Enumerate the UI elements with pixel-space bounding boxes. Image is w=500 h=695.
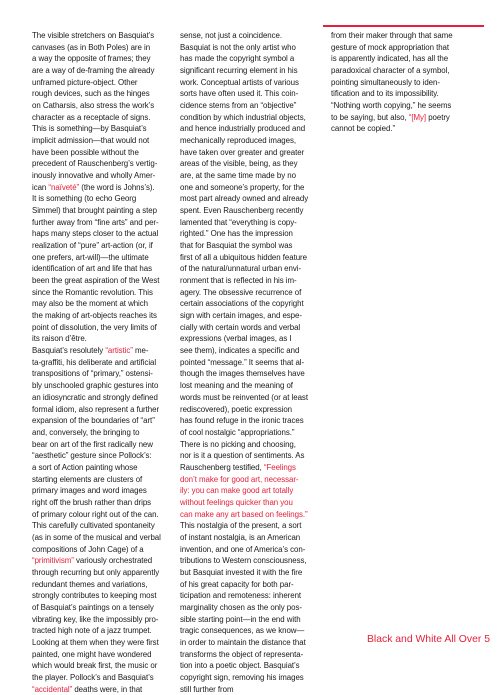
- text-line: [180, 112, 328, 124]
- text-run: certain associations of the copyright: [180, 299, 304, 309]
- text-line: [180, 228, 328, 240]
- text-run: Rauschenberg testified,: [180, 462, 264, 472]
- text-line: [32, 147, 177, 159]
- text-run: expansion of the boundaries of “art”: [32, 416, 155, 426]
- text-run: cidence stems from an “objective”: [180, 101, 297, 111]
- text-line: [32, 450, 177, 462]
- text-line: [32, 380, 177, 392]
- text-line: [180, 684, 328, 695]
- top-accent-rule: [323, 25, 484, 27]
- text-run: compositions of John Cage) of a: [32, 544, 144, 554]
- text-run: painted, one might have wondered: [32, 649, 152, 659]
- text-line: [32, 660, 177, 672]
- text-line: [180, 240, 328, 252]
- highlighted-quote: “[My]: [408, 112, 427, 122]
- text-line: [32, 193, 177, 205]
- text-run: Looking at them when they were first: [32, 637, 159, 647]
- text-line: [32, 205, 177, 217]
- text-run: bly unschooled graphic gestures into: [32, 381, 159, 391]
- text-run: a way the opposite of frames; they: [32, 54, 151, 64]
- text-run: and, conversely, the bringing to: [32, 427, 140, 437]
- text-line: [32, 88, 177, 100]
- text-line: [180, 672, 328, 684]
- text-run: gesture of mock appropriation that: [331, 42, 450, 52]
- text-line: [180, 602, 328, 614]
- text-line: [180, 509, 328, 521]
- text-run: are, at the same time made by no: [180, 171, 296, 181]
- text-run: cannot be copied.”: [331, 124, 396, 134]
- highlighted-quote: “accidental”: [32, 684, 73, 694]
- text-line: [32, 345, 177, 357]
- highlighted-quote: ily: you can make good art totally: [180, 486, 294, 496]
- text-run: the player. Pollock’s and Basquiat’s: [32, 672, 154, 682]
- text-run: ticipation and remoteness: inherent: [180, 591, 302, 601]
- text-line: [32, 497, 177, 509]
- text-run: one and someone’s property, for the: [180, 182, 305, 192]
- text-line: [32, 275, 177, 287]
- text-run: righted.” One has the impression: [180, 229, 293, 239]
- text-run: mechanically reproduced images,: [180, 136, 296, 146]
- text-line: [32, 392, 177, 404]
- text-line: [32, 287, 177, 299]
- text-line: [180, 427, 328, 439]
- highlighted-quote: “artistic”: [105, 346, 133, 356]
- text-line: [32, 602, 177, 614]
- text-line: [180, 147, 328, 159]
- text-line: [32, 263, 177, 275]
- text-run: but Basquiat invested it with the fire: [180, 567, 303, 577]
- text-run: There is no picking and choosing,: [180, 439, 296, 449]
- text-line: [32, 77, 177, 89]
- text-run: an idiosyncratic and strongly defined: [32, 392, 158, 402]
- text-run: This is something—by Basquiat’s: [32, 124, 147, 134]
- text-line: [180, 123, 328, 135]
- text-run: has made the copyright symbol a: [180, 54, 295, 64]
- text-line: [331, 123, 479, 135]
- text-run: me-: [132, 346, 149, 356]
- text-run: of Basquiat’s paintings on a tensely: [32, 602, 154, 612]
- text-run: sign with certain images, and espe-: [180, 311, 302, 321]
- text-line: [32, 322, 177, 334]
- text-line: [32, 53, 177, 65]
- text-line: [180, 462, 328, 474]
- text-run: This carefully cultivated spontaneity: [32, 521, 155, 531]
- text-run: pointing simultaneously to iden-: [331, 77, 440, 87]
- text-run: of his great capacity for both par-: [180, 579, 294, 589]
- text-line: [180, 30, 328, 42]
- text-run: primary images and word images: [32, 486, 147, 496]
- text-line: [32, 637, 177, 649]
- text-run: haps many steps closer to the actual: [32, 229, 159, 239]
- text-run: expressions (verbal images, as I: [180, 334, 292, 344]
- text-line: [32, 30, 177, 42]
- text-line: [331, 112, 479, 124]
- text-line: [32, 590, 177, 602]
- text-line: [32, 509, 177, 521]
- text-run: copyright sign, removing his images: [180, 672, 304, 682]
- text-line: [32, 439, 177, 451]
- text-line: [331, 42, 479, 54]
- text-line: [32, 333, 177, 345]
- text-line: [180, 368, 328, 380]
- highlighted-quote: “naïveté”: [48, 182, 80, 192]
- text-run: through recurring but only apparently: [32, 567, 160, 577]
- text-run: may also be the moment at which: [32, 299, 148, 309]
- text-line: [180, 532, 328, 544]
- text-run: Basquiat is not the only artist who: [180, 42, 296, 52]
- text-line: [180, 544, 328, 556]
- text-run: inously innovative and wholly Amer-: [32, 171, 156, 181]
- text-line: [32, 555, 177, 567]
- text-run: has found refuge in the ironic traces: [180, 416, 304, 426]
- text-run: starting elements are clusters of: [32, 474, 143, 484]
- text-run: been the great aspiration of the West: [32, 276, 160, 286]
- text-line: [32, 485, 177, 497]
- text-line: [32, 567, 177, 579]
- text-line: [180, 42, 328, 54]
- text-line: [32, 579, 177, 591]
- text-run: spent. Even Rauschenberg recently: [180, 206, 304, 216]
- text-line: [180, 275, 328, 287]
- text-run: work. Conceptual artists of various: [180, 77, 299, 87]
- highlighted-quote: “Feelings: [263, 462, 296, 472]
- text-run: agery. The obsessive recurrence of: [180, 287, 302, 297]
- text-line: [180, 415, 328, 427]
- text-run: (as in some of the musical and verbal: [32, 532, 161, 542]
- text-line: [331, 65, 479, 77]
- text-line: [32, 532, 177, 544]
- text-run: which would break first, the music or: [32, 661, 158, 671]
- text-line: [32, 298, 177, 310]
- text-run: though the images themselves have: [180, 369, 305, 379]
- text-line: [180, 392, 328, 404]
- text-run: invention, and one of America’s con-: [180, 544, 306, 554]
- text-line: [180, 439, 328, 451]
- text-run: tragic consequences, as we know—: [180, 626, 305, 636]
- text-line: [32, 310, 177, 322]
- text-run: condition by which industrial objects,: [180, 112, 306, 122]
- text-line: [180, 263, 328, 275]
- text-line: [180, 404, 328, 416]
- text-run: realization of “pure” art-action (or, if: [32, 241, 153, 251]
- text-run: of instant nostalgia, is an American: [180, 532, 301, 542]
- text-line: [32, 544, 177, 556]
- text-run: point of dissolution, the very limits of: [32, 322, 157, 332]
- text-run: further away from “fine arts” and per-: [32, 217, 159, 227]
- text-run: strongly contributes to keeping most: [32, 591, 157, 601]
- text-line: [180, 485, 328, 497]
- text-line: [180, 660, 328, 672]
- text-run: since the Romantic revolution. This: [32, 287, 153, 297]
- text-run: still further from: [180, 684, 234, 694]
- text-line: [32, 520, 177, 532]
- text-run: (the word is Johns’s).: [79, 182, 155, 192]
- text-run: from their maker through that same: [331, 31, 453, 40]
- highlighted-quote: don’t make for good art, necessar-: [180, 474, 299, 484]
- text-line: [180, 135, 328, 147]
- text-column-2: [180, 30, 328, 695]
- text-line: [331, 77, 479, 89]
- text-line: [32, 404, 177, 416]
- text-run: tification and to its impossibility.: [331, 89, 439, 99]
- text-line: [32, 614, 177, 626]
- text-line: [180, 170, 328, 182]
- text-run: “aesthetic” gesture since Pollock’s:: [32, 451, 152, 461]
- text-run: areas of the visible, being, as they: [180, 159, 298, 169]
- text-line: [180, 88, 328, 100]
- text-line: [180, 77, 328, 89]
- text-run: transforms the object of representa-: [180, 649, 304, 659]
- text-run: deaths were, in that: [72, 684, 143, 694]
- text-line: [180, 474, 328, 486]
- text-line: [32, 112, 177, 124]
- text-line: [32, 100, 177, 112]
- text-run: most part already owned and already: [180, 194, 309, 204]
- text-run: ican: [32, 182, 49, 192]
- text-line: [331, 53, 479, 65]
- text-line: [180, 555, 328, 567]
- text-run: sible starting point—in the end with: [180, 614, 301, 624]
- text-column-3: [331, 30, 479, 135]
- text-run: have been possible without the: [32, 147, 139, 157]
- text-line: [32, 42, 177, 54]
- text-line: [180, 357, 328, 369]
- text-line: [32, 65, 177, 77]
- text-run: of cool nostalgic “appropriations.”: [180, 427, 295, 437]
- text-run: paradoxical character of a symbol,: [331, 66, 450, 76]
- text-line: [331, 88, 479, 100]
- text-run: bear on art of the first radically new: [32, 439, 153, 449]
- text-run: in order to maintain the distance that: [180, 637, 306, 647]
- page-footer: Black and White All Over 5: [366, 634, 490, 645]
- text-line: [32, 415, 177, 427]
- text-line: [180, 100, 328, 112]
- text-line: [180, 345, 328, 357]
- text-line: [180, 579, 328, 591]
- text-run: rediscovered), poetic expression: [180, 404, 292, 414]
- text-line: [180, 322, 328, 334]
- text-run: sorts have often used it. This coin-: [180, 89, 299, 99]
- text-run: Basquiat’s resolutely: [32, 346, 106, 356]
- text-run: redundant themes and variations,: [32, 579, 148, 589]
- text-line: [180, 590, 328, 602]
- text-line: [180, 450, 328, 462]
- text-run: transpositions of “primary,” ostensi-: [32, 369, 153, 379]
- text-line: [32, 217, 177, 229]
- text-run: variously orchestrated: [73, 556, 153, 566]
- text-run: the making of art-objects reaches its: [32, 311, 157, 321]
- text-run: The visible stretchers on Basquiat’s: [32, 31, 155, 40]
- text-run: to be saying, but also,: [331, 112, 409, 122]
- text-line: [180, 53, 328, 65]
- highlighted-quote: “primitivism”: [32, 556, 74, 566]
- text-line: [180, 497, 328, 509]
- text-line: [32, 357, 177, 369]
- text-run: It is something (to echo Georg: [32, 194, 137, 204]
- text-run: implicit admission—that would not: [32, 136, 150, 146]
- text-run: unframed picture-object. Other: [32, 77, 138, 87]
- text-line: [180, 287, 328, 299]
- text-line: [180, 380, 328, 392]
- text-line: [180, 520, 328, 532]
- text-run: on Catharsis, also stress the work’s: [32, 101, 155, 111]
- text-run: nor is it a question of sentiments. As: [180, 451, 305, 461]
- text-run: its raison d’être.: [32, 334, 87, 344]
- text-line: [180, 333, 328, 345]
- highlighted-quote: can make any art based on feelings.”: [180, 509, 308, 519]
- text-run: words must be reinvented (or at least: [180, 392, 308, 402]
- text-line: [32, 649, 177, 661]
- text-line: [180, 625, 328, 637]
- text-run: “Nothing worth copying,” he seems: [331, 101, 452, 111]
- text-line: [32, 123, 177, 135]
- text-line: [32, 135, 177, 147]
- text-run: precedent of Rauschenberg’s vertig-: [32, 159, 158, 169]
- text-line: [32, 427, 177, 439]
- text-run: is apparently indicated, has all the: [331, 54, 449, 64]
- text-line: [180, 193, 328, 205]
- text-line: [180, 65, 328, 77]
- text-line: [180, 310, 328, 322]
- text-run: lost meaning and the meaning of: [180, 381, 293, 391]
- text-run: significant recurring element in his: [180, 66, 298, 76]
- text-run: This nostalgia of the present, a sort: [180, 521, 302, 531]
- text-run: ronment that is reflected in his im-: [180, 276, 297, 286]
- text-run: vibrating key, like the impossibly pro-: [32, 614, 159, 624]
- text-line: [180, 252, 328, 264]
- text-run: lamented that “everything is copy-: [180, 217, 297, 227]
- text-line: [32, 462, 177, 474]
- text-line: [180, 298, 328, 310]
- text-line: [32, 228, 177, 240]
- text-run: identification of art and life that has: [32, 264, 152, 274]
- text-run: ta-graffiti, his deliberate and artificial: [32, 357, 157, 367]
- text-run: see them), indicates a specific and: [180, 346, 300, 356]
- text-run: character as a receptacle of signs.: [32, 112, 151, 122]
- text-line: [32, 158, 177, 170]
- text-line: [331, 30, 479, 42]
- text-run: formal idiom, also represent a further: [32, 404, 160, 414]
- text-line: [180, 637, 328, 649]
- text-run: marginality chosen as the only pos-: [180, 602, 302, 612]
- text-run: of the natural/unnatural urban envi-: [180, 264, 302, 274]
- text-line: [32, 625, 177, 637]
- text-run: are a way of de-framing the already: [32, 66, 155, 76]
- text-run: Simmel) that brought painting a step: [32, 206, 157, 216]
- text-run: poetry: [426, 112, 450, 122]
- text-run: right off the brush rather than drips: [32, 497, 152, 507]
- text-line: [32, 684, 177, 695]
- text-line: [180, 567, 328, 579]
- text-run: canvases (as in Both Poles) are in: [32, 42, 151, 52]
- text-run: one prefers, art-will)—the ultimate: [32, 252, 149, 262]
- text-line: [180, 649, 328, 661]
- text-line: [32, 672, 177, 684]
- text-run: that for Basquiat the symbol was: [180, 241, 293, 251]
- text-line: [180, 217, 328, 229]
- text-run: first of all a ubiquitous hidden feature: [180, 252, 307, 262]
- text-column-1: [32, 30, 177, 695]
- text-line: [180, 182, 328, 194]
- text-line: [32, 182, 177, 194]
- text-line: [180, 158, 328, 170]
- text-line: [32, 240, 177, 252]
- text-line: [32, 252, 177, 264]
- text-run: tributions to Western consciousness,: [180, 556, 307, 566]
- text-line: [32, 474, 177, 486]
- text-run: tion into a poetic object. Basquiat’s: [180, 661, 300, 671]
- text-line: [32, 170, 177, 182]
- text-line: [180, 614, 328, 626]
- text-run: a sort of Action painting whose: [32, 462, 138, 472]
- text-run: sense, not just a coincidence.: [180, 31, 283, 40]
- text-run: and hence industrially produced and: [180, 124, 306, 134]
- text-run: rough devices, such as the hinges: [32, 89, 150, 99]
- text-line: [32, 368, 177, 380]
- text-run: cially with certain words and verbal: [180, 322, 301, 332]
- highlighted-quote: without feelings quicker than you: [180, 497, 293, 507]
- text-line: [331, 100, 479, 112]
- text-run: of primary colour right out of the can.: [32, 509, 159, 519]
- text-run: have taken over greater and greater: [180, 147, 305, 157]
- text-run: pointed “message.” It seems that al-: [180, 357, 305, 367]
- text-run: tracted high note of a jazz trumpet.: [32, 626, 152, 636]
- text-line: [180, 205, 328, 217]
